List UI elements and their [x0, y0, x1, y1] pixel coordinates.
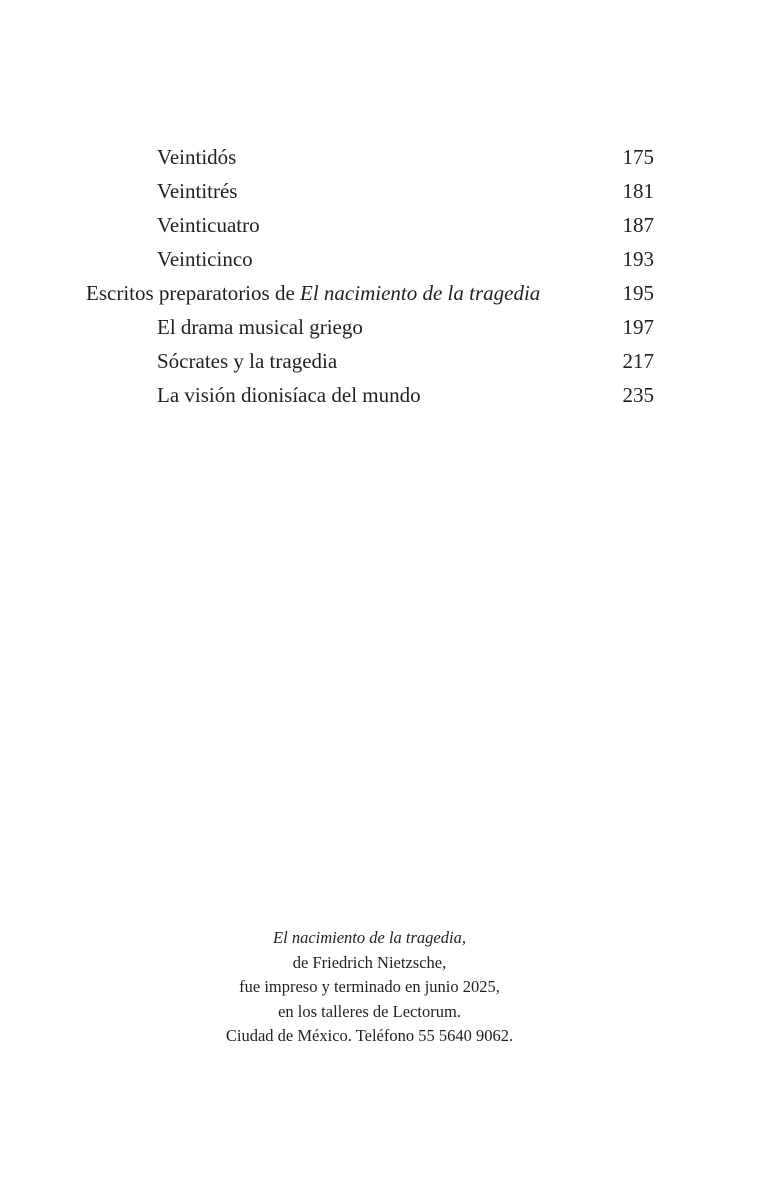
- toc-entry-page: 193: [622, 247, 654, 271]
- toc-entry-page: 195: [622, 281, 654, 305]
- colophon-line-title: [0, 926, 739, 951]
- colophon: [0, 926, 739, 1049]
- colophon-title-comma: ,: [461, 928, 466, 947]
- toc-entry: [0, 208, 769, 242]
- toc-entry-page: 197: [622, 315, 654, 339]
- toc-section-title-italic: El nacimiento de la tragedia: [300, 281, 541, 305]
- toc-entry-page: 181: [622, 179, 654, 203]
- toc-entry: [0, 242, 769, 276]
- toc-section-title-prefix: Escritos preparatorios de: [86, 281, 301, 305]
- toc-entry-title: La visión dionisíaca del mundo: [157, 383, 421, 407]
- colophon-line-printer: en los talleres de Lectorum.: [278, 1001, 461, 1021]
- toc-entry-title: Sócrates y la tragedia: [157, 349, 338, 373]
- toc-entry-title: Veinticinco: [157, 247, 253, 271]
- toc-entry: [0, 310, 769, 344]
- colophon-line-print-date: fue impreso y terminado en junio 2025,: [239, 977, 500, 996]
- toc-entry: [0, 140, 769, 174]
- toc-entry-title: Veintidós: [157, 145, 237, 169]
- table-of-contents: [0, 0, 769, 420]
- toc-entry: [0, 378, 769, 412]
- toc-entry-title: El drama musical griego: [157, 315, 363, 339]
- toc-entry: [0, 174, 769, 208]
- toc-entry-title: Veintitrés: [157, 179, 238, 203]
- toc-entry: [0, 344, 769, 378]
- colophon-line-location-phone: Ciudad de México. Teléfono 55 5640 9062.: [225, 1026, 514, 1045]
- colophon-book-title: El nacimiento de la tragedia: [273, 928, 462, 947]
- toc-entry-page: 187: [622, 213, 654, 237]
- colophon-line-author: de Friedrich Nietzsche,: [292, 952, 447, 972]
- toc-entry-title: Veinticuatro: [157, 213, 260, 237]
- toc-entry-page: 235: [622, 383, 654, 407]
- toc-section-heading: [0, 276, 769, 310]
- toc-entry-page: 175: [622, 145, 654, 169]
- toc-section-title: [86, 276, 540, 310]
- toc-entry-page: 217: [622, 349, 654, 373]
